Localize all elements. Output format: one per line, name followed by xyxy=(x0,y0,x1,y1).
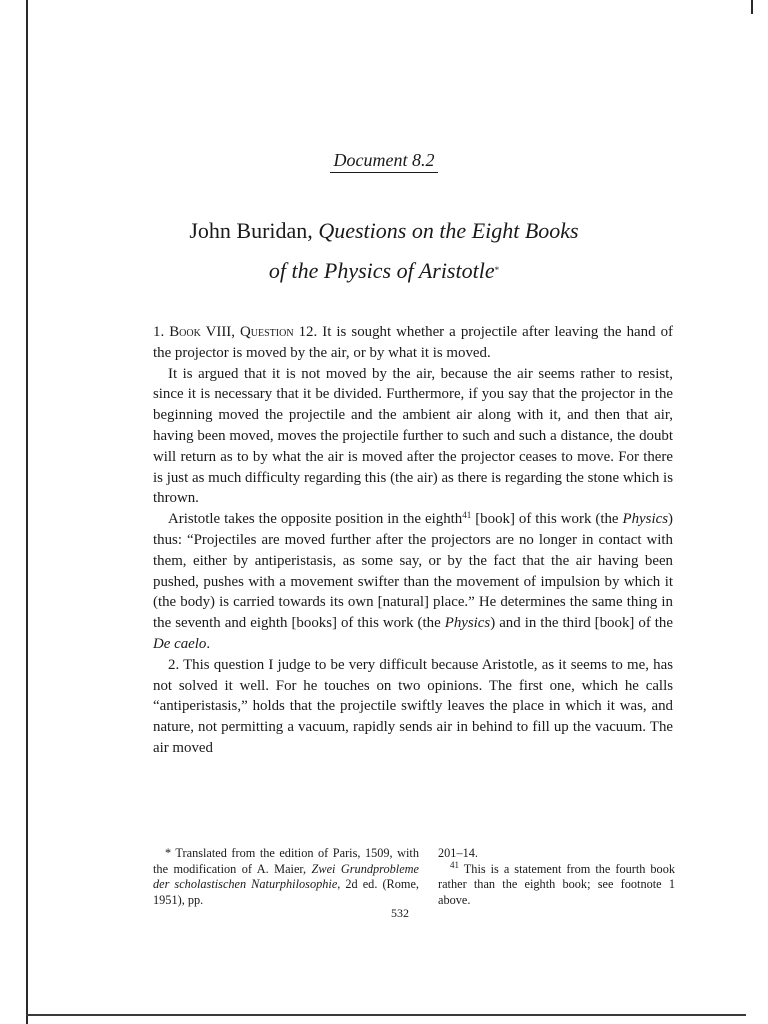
paragraph-3-part-e: . xyxy=(206,635,211,652)
footnote-41-text: This is a statement from the fourth book rather than the eighth book; see footnote 1 above. xyxy=(438,861,675,907)
footnote-star-part-b: , 2d ed. (Rome, 1951), pp. xyxy=(153,877,419,907)
paragraph-1-heading: Book VIII, Question 12. xyxy=(169,324,318,340)
paragraph-3-physics-1: Physics xyxy=(622,511,669,528)
paragraph-3 xyxy=(153,509,673,655)
footnote-star-italic: Zwei Grundprobleme der scholastischen Naturphilosophie xyxy=(153,861,419,892)
footnote-star-part-a: * Translated from the edition of Paris, 1509, with the modification of A. Maier, xyxy=(153,846,419,876)
paragraph-2: It is argued that it is not moved by the air, because the air seems rather to resist, since it is necessary that it be divided. Furthermore, if you say that the projector in the beginning moved the projectile and the ambient air along with it, and then that air, having been moved, moves the projectile further to such and such a distance, the doubt will return as to by what the air is moved after the projector ceases to move. For there is just as much difficulty regarding this (the air) as there is regarding the stone which is thrown. xyxy=(153,365,673,507)
title-author: John Buridan, xyxy=(189,218,319,243)
paragraph-4: 2. This question I judge to be very difficult because Aristotle, as it seems to me, has not solved it well. For he touches on two opinions. The first one, which he calls “antiperistasis,” holds that the projectile swiftly leaves the place in which it was, and nature, not permitting a vacuum, rapidly sends air in behind to fill up the vacuum. The air moved xyxy=(153,656,673,756)
paragraph-1-number: 1. xyxy=(153,324,165,340)
title-italic-1: Questions on the Eight Books xyxy=(318,218,579,243)
paragraph-3-part-c: ) thus: “Projectiles are moved further after the projectors are no longer in contact with them, either by antiperistasis, as some say, or by the fact that the air having been pushed, pushes with a movement swifter than the movement of impulsion by which it (the body) is carried towards its own [natural] place.” He determines the same thing in the seventh and eighth [books] of this work (the xyxy=(153,511,673,632)
page-edge-bottom xyxy=(26,1014,746,1016)
paragraph-1-text: It is sought whether a projectile after leaving the hand of the projector is moved by the air, or by what it is moved. xyxy=(153,324,673,361)
paragraph-3-part-d: ) and in the third [book] of the xyxy=(490,615,673,632)
body-text xyxy=(153,322,673,759)
paragraph-3-part-a: Aristotle takes the opposite position in the eighth xyxy=(168,511,463,528)
paragraph-3-physics-2: Physics xyxy=(444,615,491,632)
document-label-text: Document 8.2 xyxy=(330,150,439,173)
paragraph-3-de-caelo: De caelo xyxy=(153,635,207,652)
footnote-ref-41: 41 xyxy=(462,510,472,521)
title-italic-2: of the Physics of Aristotle xyxy=(268,258,495,283)
paragraph-1 xyxy=(153,322,673,364)
document-label xyxy=(0,150,768,171)
page-number: 532 xyxy=(391,906,409,920)
title-line-2 xyxy=(0,258,768,284)
page-edge-right xyxy=(751,0,753,14)
title-footnote-star: * xyxy=(494,265,500,275)
footnote-41 xyxy=(438,859,675,909)
paragraph-3-part-b: [book] of this work (the xyxy=(471,511,623,528)
title-line-1 xyxy=(0,218,768,244)
footnote-star-continued: 201–14. xyxy=(438,846,478,860)
footnote-right-column xyxy=(438,846,675,908)
footnote-star xyxy=(153,846,419,908)
footnote-41-number: 41 xyxy=(450,859,459,870)
